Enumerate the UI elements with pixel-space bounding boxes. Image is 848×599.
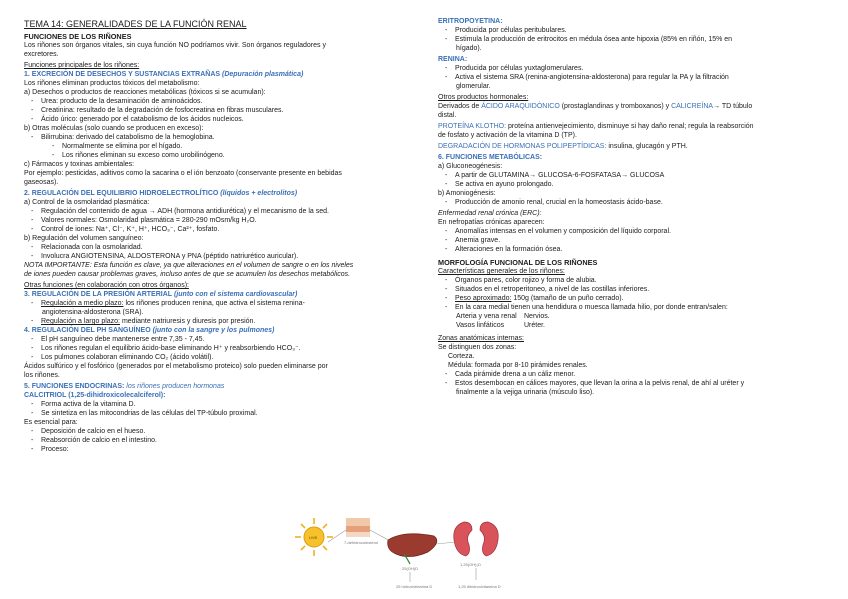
sun-label: UVB xyxy=(309,535,318,540)
s1-b1: - Bilirrubina: derivado del catabolismo de la hemoglobina. xyxy=(24,133,416,142)
kidney-label: 1,25(OH)₂D xyxy=(460,562,481,567)
arrow-liver-kidney xyxy=(436,542,456,544)
c2: - Situados en el retroperitoneo, a nivel de las costillas inferiores. xyxy=(438,285,838,294)
c3-label: Peso aproximado: xyxy=(455,295,512,302)
zonas-heading: Zonas anatómicas internas: xyxy=(438,335,524,342)
nota-line-2: de iones pueden causar problemas graves, incluso antes de que se acumulen los desechos metabólicos. xyxy=(24,271,351,278)
c3-text: 150g (tamaño de un puño cerrado). xyxy=(511,295,624,302)
s2-a3: - Control de iones: Na⁺, Cl⁻, K⁺, H⁺, HCO₃⁻, Ca²⁺, fosfato. xyxy=(24,225,416,234)
epo-2: - Estimula la producción de eritrocitos en médula ósea ante hipoxia (85% en riñón, 15% en xyxy=(438,35,838,44)
s1-c2: gaseosas). xyxy=(24,179,59,186)
principales-heading: Funciones principales de los riñones: xyxy=(24,62,140,69)
es-2: - Reabsorción de calcio en el intestino. xyxy=(24,436,416,445)
s4-2: - Los riñones regulan el equilibrio ácido-base eliminando H⁺ y reabsorbiendo HCO₃⁻. xyxy=(24,344,416,353)
section-4-subtitle: (junto con la sangre y los pulmones) xyxy=(152,327,275,334)
deriv-b: (prostaglandinas y tromboxanos) y xyxy=(559,103,672,110)
deriv-calicreina: CALICREÍNA xyxy=(671,103,714,110)
otros-productos: Otros productos hormonales: xyxy=(438,94,529,101)
kidney-icon xyxy=(454,522,499,556)
nota-line-1: NOTA IMPORTANTE: Esta función es clave, ya que alteraciones en el volumen de sangre o en los niveles xyxy=(24,262,354,269)
s1-c: c) Fármacos y toxinas ambientales: xyxy=(24,161,135,168)
medula: Médula: formada por 8-10 pirámides renales. xyxy=(448,362,588,369)
calcitriol-heading: CALCITRIOL (1,25-dihidroxicolecalciferol): xyxy=(24,392,166,399)
esencial: Es esencial para: xyxy=(24,419,78,426)
deriv-c: → TD túbulo xyxy=(713,103,753,110)
m1: - Cada pirámide drena a un cáliz menor. xyxy=(438,370,838,379)
morfologia-heading: MORFOLOGÍA FUNCIONAL DE LOS RIÑONES xyxy=(438,258,598,267)
section-3-title: 3. REGULACIÓN DE LA PRESIÓN ARTERIAL xyxy=(24,291,173,298)
es-1: - Deposición de calcio en el hueso. xyxy=(24,427,416,436)
bottom-label-1: 25 hidroxivitamina D xyxy=(396,584,433,589)
epo-1: - Producida por células peritubulares. xyxy=(438,26,838,35)
renina-heading: RENINA: xyxy=(438,56,468,63)
section-4-title: 4. REGULACIÓN DEL PH SANGUÍNEO xyxy=(24,327,151,334)
s6-b1: - Producción de amonio renal, crucial en la homeostasis ácido-base. xyxy=(438,198,838,207)
pair-1b: Nervios. xyxy=(524,313,550,320)
pair-2b: Uréter. xyxy=(524,322,546,329)
page-title: TEMA 14: GENERALIDADES DE LA FUNCIÓN RENAL xyxy=(24,19,247,29)
section-1-title: 1. EXCRECIÓN DE DESECHOS Y SUSTANCIAS EXTRAÑAS xyxy=(24,71,221,78)
es-3: - Proceso: xyxy=(24,445,416,454)
section-2-subtitle: (líquidos + electrolitos) xyxy=(220,190,298,197)
bottom-label-2: 1,25 dihidroxivitamina D xyxy=(458,584,501,589)
epo-heading: ERITROPOYETINA: xyxy=(438,18,503,25)
section-1-subtitle: (Depuración plasmática) xyxy=(222,71,304,78)
s3-medio-label: Regulación a medio plazo: xyxy=(41,300,124,307)
klotho-1: proteína antienvejecimiento, disminuye si hay daño renal; regula la reabsorción xyxy=(506,123,754,130)
skin-label: 7-dehidrocolesterol xyxy=(344,540,379,545)
s1-line: Los riñones eliminan productos tóxicos del metabolismo: xyxy=(24,80,200,87)
s3-largo-label: Regulación a largo plazo: xyxy=(41,318,120,325)
epo-2b: hígado). xyxy=(456,45,482,52)
caracteristicas-heading: Características generales de los riñones: xyxy=(438,268,565,275)
erc-4: - Alteraciones en la formación ósea. xyxy=(438,245,838,254)
pair-2a: Vasos linfáticos xyxy=(456,322,505,329)
erc-1: En nefropatías crónicas aparecen: xyxy=(438,219,545,226)
funciones-heading: FUNCIONES DE LOS RIÑONES xyxy=(24,32,132,41)
skin-icon xyxy=(346,518,370,537)
otras-heading: Otras funciones (en colaboración con otros órganos): xyxy=(24,282,189,289)
s2-a: a) Control de la osmolaridad plasmática: xyxy=(24,199,150,206)
liver-label: 25(OH)D xyxy=(402,566,419,571)
m2b: finalmente a la vejiga urinaria (músculo liso). xyxy=(456,389,595,396)
s4-5: los riñones. xyxy=(24,372,60,379)
c1: - Órganos pares, color rojizo y forma de alubia. xyxy=(438,276,838,285)
s4-1: - El pH sanguíneo debe mantenerse entre 7,35 - 7,45. xyxy=(24,335,416,344)
c4: - En la cara medial tienen una hendidura o muesca llamada hilio, por donde entran/salen: xyxy=(438,303,838,312)
s1-a2: - Creatinina: resultado de la degradación de fosfocreatina en fibras musculares. xyxy=(24,106,416,115)
s2-a2: - Valores normales: Osmolaridad plasmática = 280-290 mOsm/kg H₂O. xyxy=(24,216,416,225)
s6-a: a) Gluconeogénesis: xyxy=(438,163,503,170)
degradacion-text: insulina, glucagón y PTH. xyxy=(606,143,688,150)
cal-1: - Forma activa de la vitamina D. xyxy=(24,400,416,409)
ren-1: - Producida por células yuxtaglomerulares. xyxy=(438,64,838,73)
section-3-subtitle: (junto con el sistema cardiovascular) xyxy=(174,291,298,298)
s4-4: Ácidos sulfúrico y el fosfórico (generados por el metabolismo proteico) solo pueden eliminarse por xyxy=(24,363,328,370)
s3-largo-text: mediante natriuresis y diuresis por presión. xyxy=(120,318,256,325)
deriv-a: Derivados de xyxy=(438,103,482,110)
s2-a1: - Regulación del contenido de agua → ADH (hormona antidiurética) y el mecanismo de la sed. xyxy=(24,207,416,216)
s1-c1: Por ejemplo: pesticidas, aditivos como la sacarina o el ión benzoato (conservante presente en bebidas xyxy=(24,170,342,177)
intro-line-1: Los riñones son órganos vitales, sin cuya función NO podríamos vivir. Son órganos reguladores y xyxy=(24,42,326,49)
m2: - Estos desembocan en cálices mayores, que llevan la orina a la pelvis renal, de ahí al uréter y xyxy=(438,379,838,388)
s2-b: b) Regulación del volumen sanguíneo: xyxy=(24,235,144,242)
corteza: Corteza. xyxy=(448,353,475,360)
erc-3: - Anemia grave. xyxy=(438,236,838,245)
s1-b2: - Normalmente se elimina por el hígado. xyxy=(24,142,416,151)
section-6-title: 6. FUNCIONES METABÓLICAS: xyxy=(438,154,543,161)
liver-icon xyxy=(388,534,437,564)
section-5-subtitle: los riñones producen hormonas xyxy=(124,383,225,390)
degradacion-label: DEGRADACIÓN DE HORMONAS POLIPEPTÍDICAS: xyxy=(438,143,607,150)
s1-a1: - Urea: producto de la desaminación de aminoácidos. xyxy=(24,97,416,106)
s4-3: - Los pulmones colaboran eliminando CO₂ (ácido volátil). xyxy=(24,353,416,362)
s3-medio-text: los riñones producen renina, que activa el sistema renina- xyxy=(123,300,305,307)
s1-a: a) Desechos o productos de reacciones metabólicas (tóxicos si se acumulan): xyxy=(24,89,266,96)
ren-2: - Activa el sistema SRA (renina-angiotensina-aldosterona) para regular la PA y la filtración xyxy=(438,73,838,82)
s6-b: b) Amoniogénesis: xyxy=(438,190,496,197)
section-5-title: 5. FUNCIONES ENDOCRINAS: xyxy=(24,383,125,390)
s3-medio-cont: angiotensina-aldosterona (SRA). xyxy=(42,309,144,316)
vitamin-d-diagram xyxy=(292,512,512,590)
s6-a2: - Se activa en ayuno prolongado. xyxy=(438,180,838,189)
left-column xyxy=(24,18,416,454)
zonas-1: Se distinguen dos zonas: xyxy=(438,344,517,351)
s2-b2: - Involucra ANGIOTENSINA, ALDOSTERONA y PNA (péptido natriurético auricular). xyxy=(24,252,416,261)
erc-heading: Enfermedad renal crónica (ERC): xyxy=(438,210,542,217)
erc-2: - Anomalías intensas en el volumen y composición del líquido corporal. xyxy=(438,227,838,236)
s1-a3: - Ácido úrico: generado por el catabolismo de los ácidos nucleicos. xyxy=(24,115,416,124)
deriv-d: distal. xyxy=(438,112,457,119)
ren-2b: glomerular. xyxy=(456,83,491,90)
right-column xyxy=(438,17,838,397)
pair-1a: Arteria y vena renal xyxy=(456,313,517,320)
section-2-title: 2. REGULACIÓN DEL EQUILIBRIO HIDROELECTROLÍTICO xyxy=(24,190,219,197)
s6-a1: - A partir de GLUTAMINA→ GLUCOSA-6-FOSFATASA→ GLUCOSA xyxy=(438,171,838,180)
s2-b1: - Relacionada con la osmolaridad. xyxy=(24,243,416,252)
intro-line-2: excretores. xyxy=(24,51,59,58)
deriv-aa: ÁCIDO ARAQUIDÓNICO xyxy=(481,103,560,110)
s1-b: b) Otras moléculas (solo cuando se producen en exceso): xyxy=(24,125,204,132)
cal-2: - Se sintetiza en las mitocondrias de las células del TP-túbulo proximal. xyxy=(24,409,416,418)
klotho-2: de fosfato y activación de la vitamina D (TP). xyxy=(438,132,577,139)
klotho-label: PROTEÍNA KLOTHO: xyxy=(438,123,507,130)
s1-b3: - Los riñones eliminan su exceso como urobilinógeno. xyxy=(24,151,416,160)
